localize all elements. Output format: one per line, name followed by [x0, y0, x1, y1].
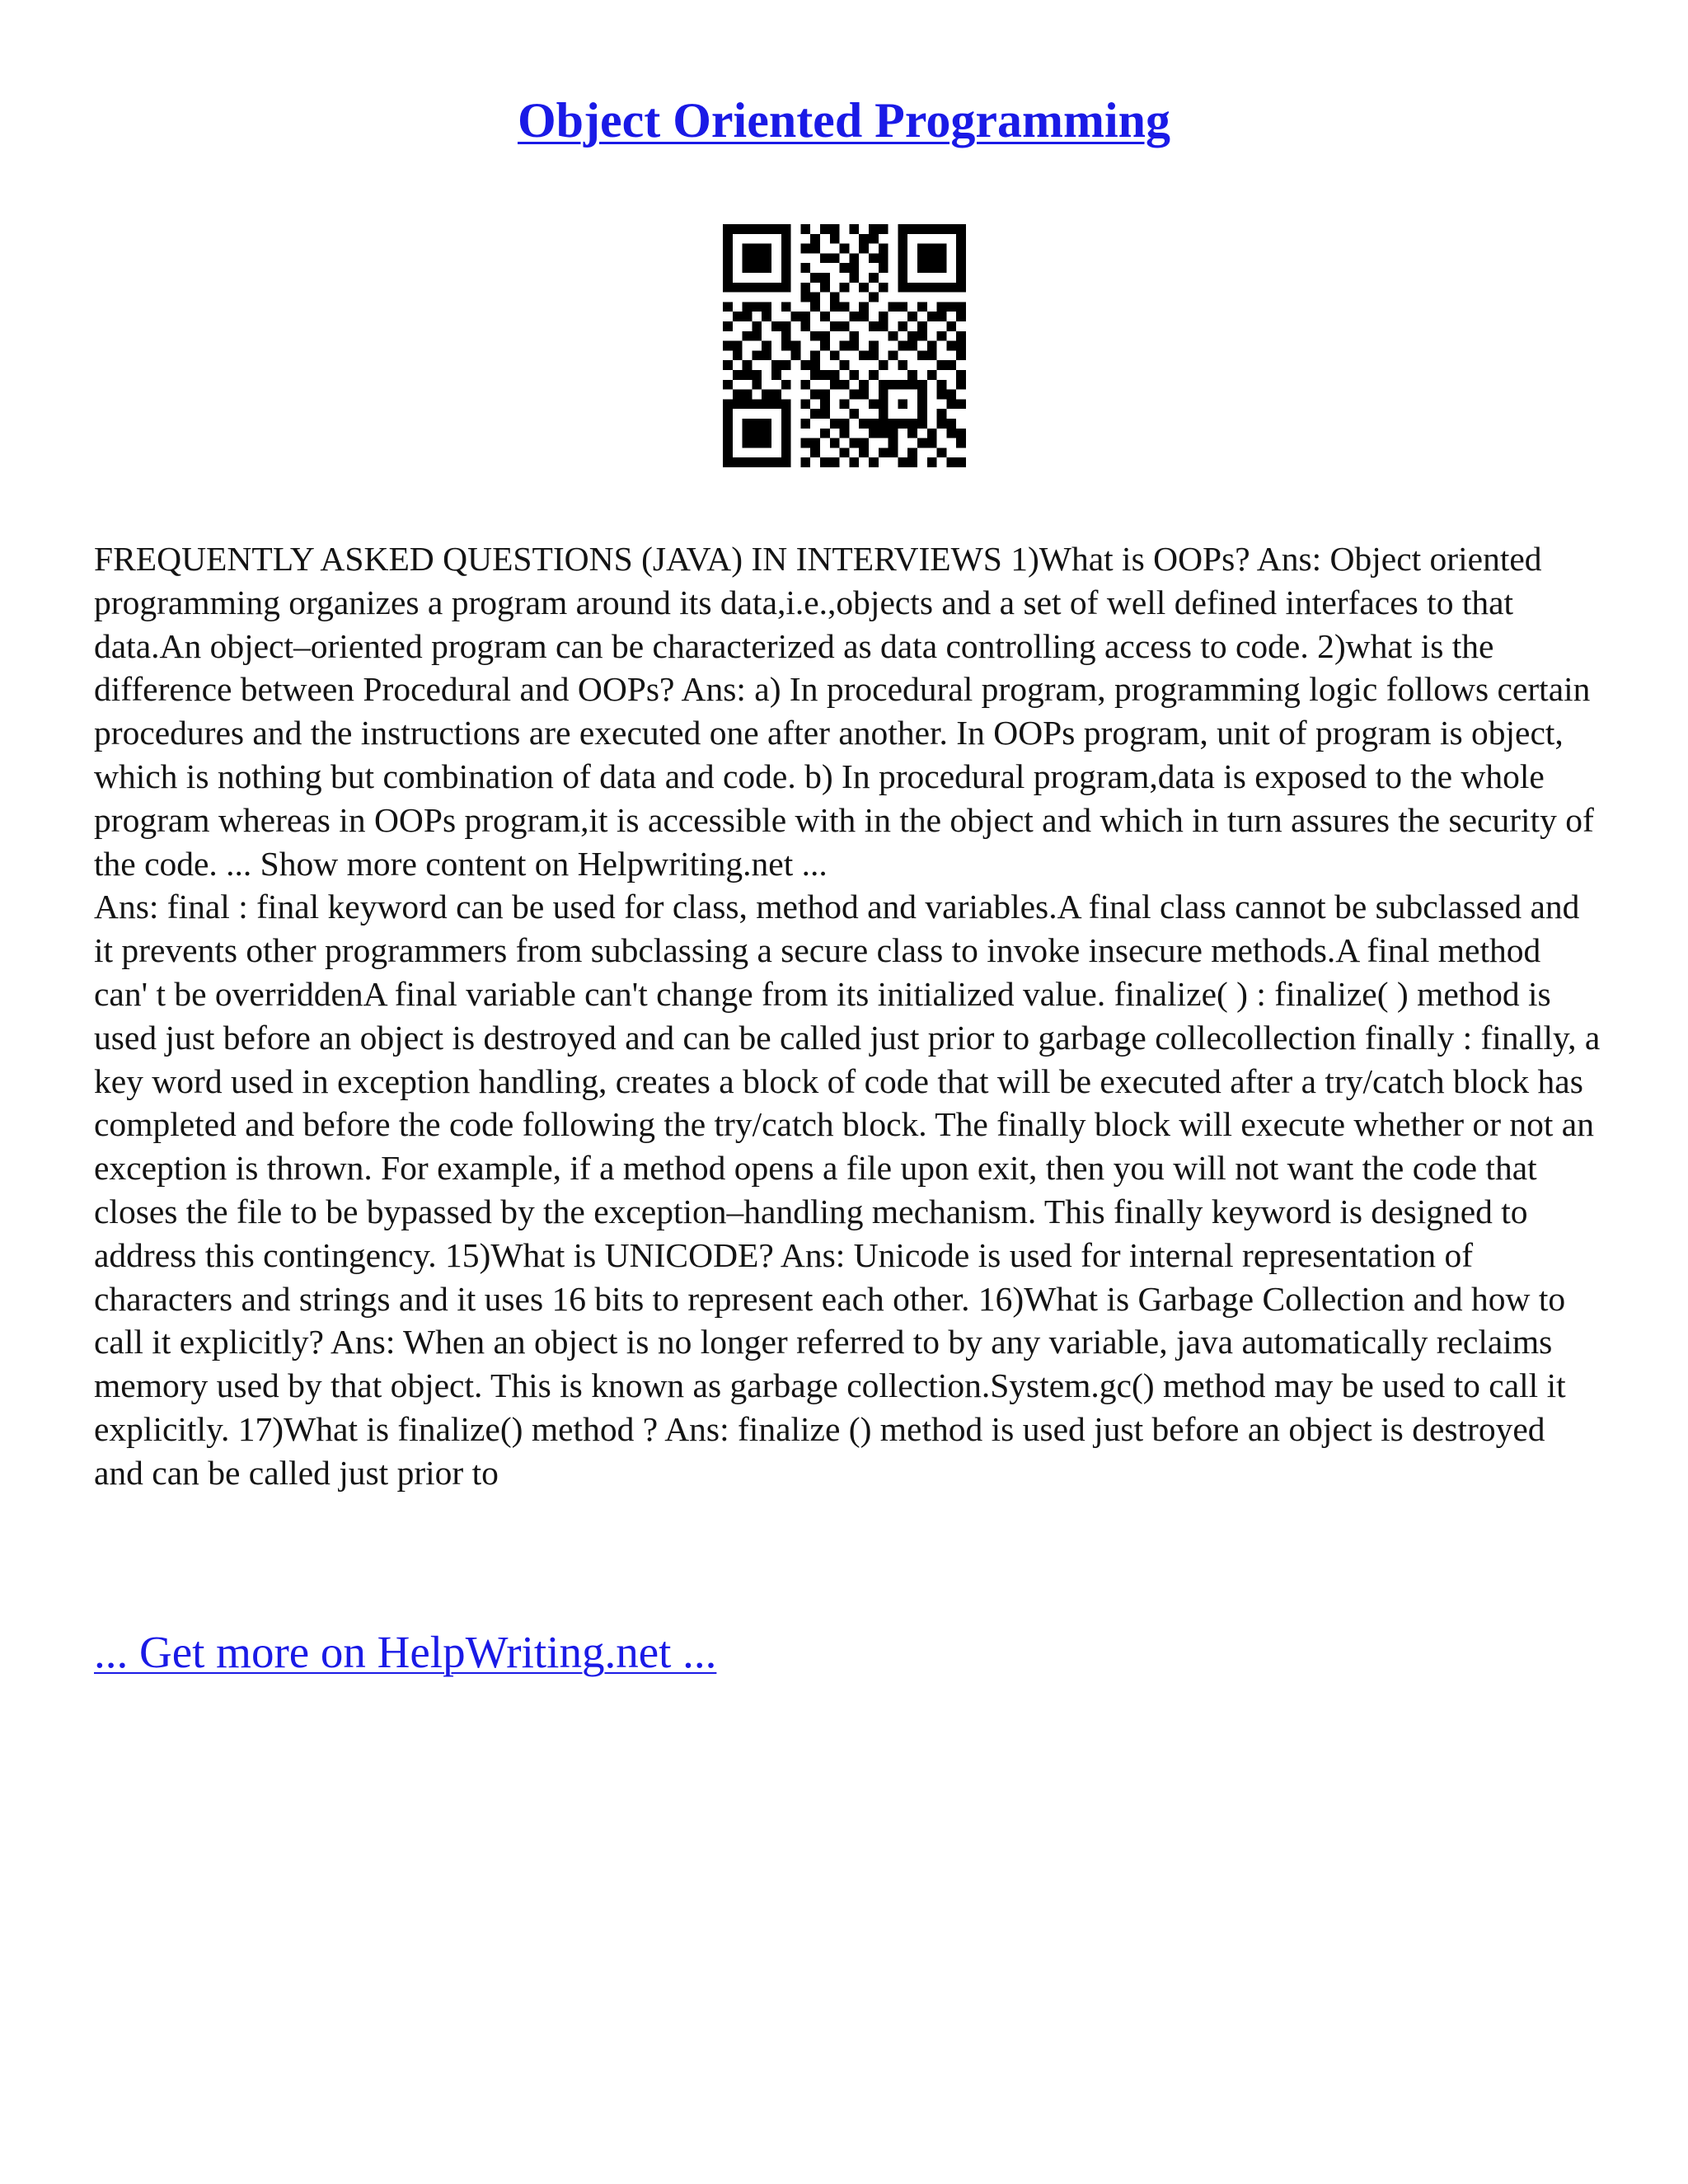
- title-link[interactable]: Object Oriented Programming: [517, 93, 1171, 148]
- document-title: [0, 89, 1688, 152]
- document-body: [94, 537, 1602, 1495]
- get-more-link[interactable]: ... Get more on HelpWriting.net ...: [94, 1627, 717, 1677]
- get-more-link-container: [94, 1624, 716, 1681]
- qr-code-icon: [723, 224, 966, 467]
- paragraph-answers: Ans: final : final keyword can be used for class, method and variables.A final class cannot be subclassed and it prevents other programmers from subclassing a secure class to invoke insecure methods.A final method can' t be overriddenA final variable can't change from its initialized value. finalize( ) : finalize( ) method is used just before an object is destroyed and can be called just prior to garbage collecollection finally : finally, a key word used in exception handling, creates a block of code that will be executed after a try/catch block has completed and before the code following the try/catch block. The finally block will execute whether or not an exception is thrown. For example, if a method opens a file upon exit, then you will not want the code that closes the file to be bypassed by the exception–handling mechanism. This finally keyword is designed to address this contingency. 15)What is UNICODE? Ans: Unicode is used for internal representation of characters and strings and it uses 16 bits to represent each other. 16)What is Garbage Collection and how to call it explicitly? Ans: When an object is no longer referred to by any variable, java automatically reclaims memory used by that object. This is known as garbage collection.System.gc() method may be used to call it explicitly. 17)What is finalize() method ? Ans: finalize () method is used just before an object is destroyed and can be called just prior to: [94, 888, 1601, 1492]
- paragraph-intro: FREQUENTLY ASKED QUESTIONS (JAVA) IN INTERVIEWS 1)What is OOPs? Ans: Object oriented programming organizes a program around its data,i.e.,objects and a set of well defined interfaces to that data.An object–oriented program can be characterized as data controlling access to code. 2)what is the difference between Procedural and OOPs? Ans: a) In procedural program, programming logic follows certain procedures and the instructions are executed one after another. In OOPs program, unit of program is object, which is nothing but combination of data and code. b) In procedural program,data is exposed to the whole program whereas in OOPs program,it is accessible with in the object and which in turn assures the security of the code. ... Show more content on Helpwriting.net ...: [94, 540, 1594, 883]
